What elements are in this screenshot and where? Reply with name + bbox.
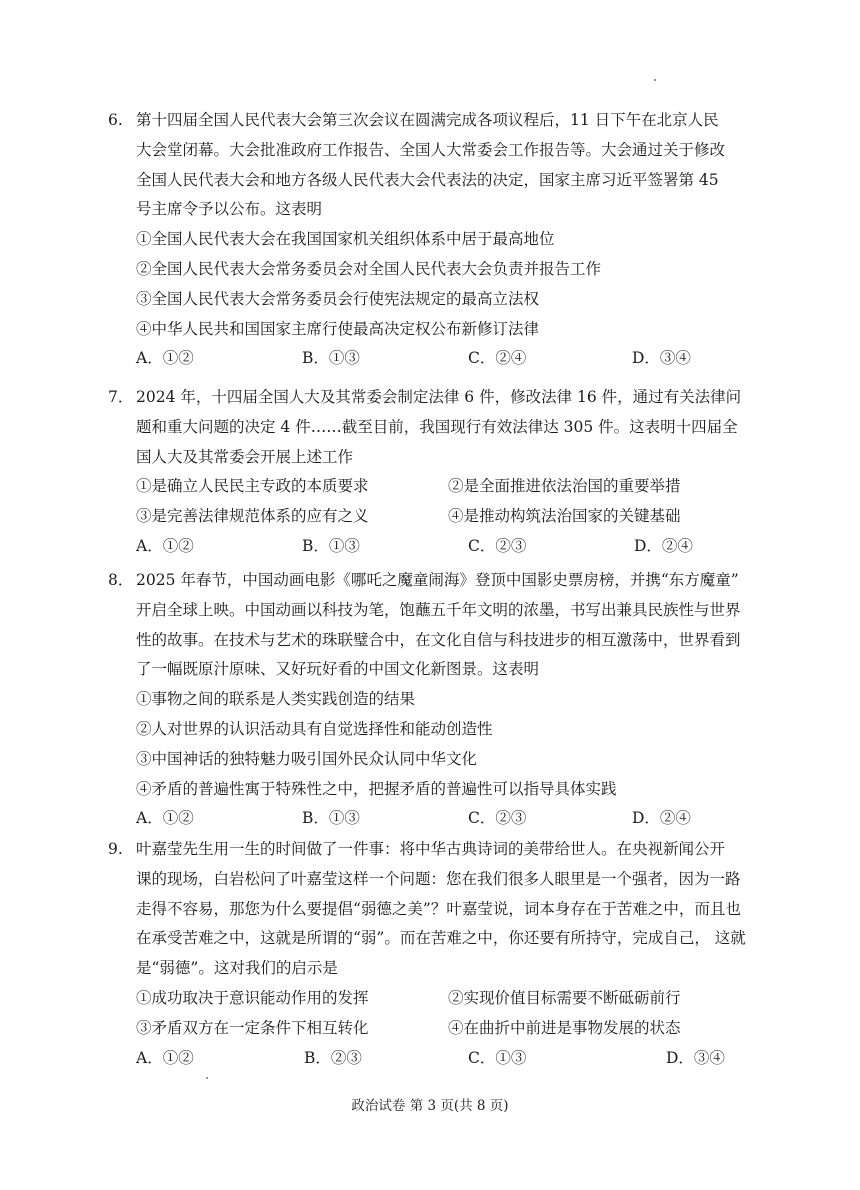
answer-choices <box>108 804 760 834</box>
choice-d: D．②④ <box>634 536 693 555</box>
statement-item: ①全国人民代表大会在我国国家机关组织体系中居于最高地位 <box>136 230 555 249</box>
scan-mark-bottom <box>206 1077 208 1079</box>
statement-item: ③是完善法律规范体系的应有之义 <box>136 507 369 526</box>
statement-item: ①成功取决于意识能动作用的发挥 <box>136 988 369 1007</box>
question-stem-line: 叶嘉莹先生用一生的时间做了一件事：将中华古典诗词的美带给世人。在央视新闻公开 <box>136 840 726 858</box>
question-stem-line: 走得不容易，那您为什么要提倡“弱德之美”？叶嘉莹说，词本身存在于苦难之中，而且也 <box>136 899 741 918</box>
question-stem-line: 第十四届全国人民代表大会第三次会议在圆满完成各项议程后，11 日下午在北京人民 <box>136 111 719 129</box>
choice-a: A．①② <box>136 809 194 828</box>
choice-a: A．①② <box>136 536 194 555</box>
statement-pair <box>108 472 760 502</box>
question-stem-line: 国人大及其常委会开展上述工作 <box>136 447 354 466</box>
question-9 <box>108 835 760 1073</box>
statement-item: ②实现价值目标需要不断砥砺前行 <box>448 988 681 1007</box>
answer-choices <box>108 344 760 374</box>
choice-c: C．①③ <box>468 1048 527 1067</box>
statement-pair <box>108 1014 760 1044</box>
choice-d: D．③④ <box>666 1048 725 1067</box>
question-stem-line: 开启全球上映。中国动画以科技为笔，饱蘸五千年文明的浓墨，书写出兼具民族性与世界 <box>136 600 741 619</box>
question-stem-line: 号主席令予以公布。这表明 <box>136 200 323 219</box>
choice-b: B．②③ <box>304 1048 362 1067</box>
page-footer: 政治试卷 第 3 页(共 8 页) <box>351 1098 509 1114</box>
choice-b: B．①③ <box>302 536 360 555</box>
statement-item: ③全国人民代表大会常务委员会行使宪法规定的最高立法权 <box>136 289 540 308</box>
question-stem-line: 了一幅既原汁原味、又好玩好看的中国文化新图景。这表明 <box>136 660 540 679</box>
choice-a: A．①② <box>136 349 194 368</box>
question-stem-line: 是“弱德”。这对我们的启示是 <box>136 959 338 978</box>
question-number: 9. <box>108 840 123 858</box>
statement-item: ②是全面推进依法治国的重要举措 <box>448 477 681 496</box>
statement-item: ④是推动构筑法治国家的关键基础 <box>448 507 681 526</box>
question-stem-line: 大会堂闭幕。大会批准政府工作报告、全国人大常委会工作报告等。大会通过关于修改 <box>136 140 726 159</box>
statement-item: ③中国神话的独特魅力吸引国外民众认同中华文化 <box>136 749 478 768</box>
question-stem-line: 在承受苦难之中，这就是所谓的“弱”。而在苦难之中，你还要有所持守，完成自己， 这就 <box>136 929 746 948</box>
statement-item: ①是确立人民民主专政的本质要求 <box>136 477 369 496</box>
scan-mark-top <box>654 79 656 81</box>
statement-item: ④在曲折中前进是事物发展的状态 <box>448 1018 681 1037</box>
question-stem-line: 课的现场，白岩松问了叶嘉莹这样一个问题：您在我们很多人眼里是一个强者，因为一路 <box>136 869 741 888</box>
answer-choices <box>108 1044 760 1074</box>
statement-item: ④中华人民共和国国家主席行使最高决定权公布新修订法律 <box>136 319 540 338</box>
choice-b: B．①③ <box>302 349 360 368</box>
choice-b: B．①③ <box>302 809 360 828</box>
question-stem-line: 2025 年春节，中国动画电影《哪吒之魔童闹海》登顶中国影史票房榜，并携“东方魔童” <box>136 571 739 589</box>
statement-item: ②人对世界的认识活动具有自觉选择性和能动创造性 <box>136 719 493 738</box>
statement-item: ②全国人民代表大会常务委员会对全国人民代表大会负责并报告工作 <box>136 259 602 278</box>
question-number: 6. <box>108 111 123 129</box>
statement-pair <box>108 502 760 532</box>
question-8 <box>108 566 760 834</box>
question-stem-line: 性的故事。在技术与艺术的珠联璧合中，在文化自信与科技进步的相互激荡中，世界看到 <box>136 630 741 649</box>
question-7 <box>108 383 760 562</box>
question-stem-line: 2024 年，十四届全国人大及其常委会制定法律 6 件，修改法律 16 件，通过有关法律问 <box>136 388 742 406</box>
statement-item: ①事物之间的联系是人类实践创造的结果 <box>136 690 416 709</box>
choice-c: C．②③ <box>468 536 527 555</box>
question-6 <box>108 106 760 374</box>
choice-c: C．②④ <box>468 349 527 368</box>
choice-d: D．③④ <box>632 349 691 368</box>
question-stem-line: 题和重大问题的决定 4 件……截至目前，我国现行有效法律达 305 件。这表明十四届全 <box>136 417 738 436</box>
choice-d: D．②④ <box>632 809 691 828</box>
statement-pair <box>108 984 760 1014</box>
choice-c: C．②③ <box>468 809 527 828</box>
statement-item: ④矛盾的普遍性寓于特殊性之中，把握矛盾的普遍性可以指导具体实践 <box>136 779 617 798</box>
choice-a: A．①② <box>136 1048 194 1067</box>
question-number: 8． <box>108 571 134 589</box>
statement-item: ③矛盾双方在一定条件下相互转化 <box>136 1018 369 1037</box>
question-number: 7． <box>108 388 134 406</box>
answer-choices <box>108 532 760 562</box>
question-stem-line: 全国人民代表大会和地方各级人民代表大会代表法的决定，国家主席习近平签署第 45 <box>136 170 719 189</box>
